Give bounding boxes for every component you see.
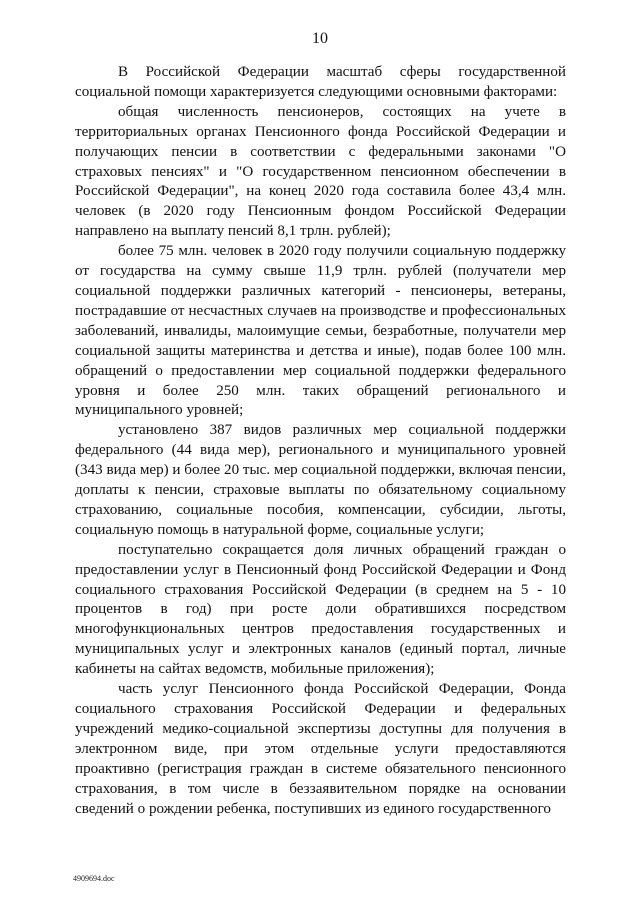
document-body (75, 63, 566, 819)
footer-doc-id: 4909694.doc (73, 874, 115, 883)
paragraph-electronic-services: часть услуг Пенсионного фонда Российской Федерации, Фонда социального страхования Российской Федерации и федеральных учреждений медико-социальной экспертизы доступны для получения в электронном виде, при этом отдельные услуги предоставляются проактивно (регистрация граждан в системе обязательного пенсионного страхования, в том числе в беззаявительном порядке на основании сведений о рождении ребенка, поступивших из единого государственного (75, 681, 566, 817)
paragraph-personal-appeals: поступательно сокращается доля личных обращений граждан о предоставлении услуг в Пенсионный фонд Российской Федерации и Фонд социального страхования Российской Федерации (в среднем на 5 - 10 процентов в год) при росте доли обратившихся посредством многофункциональных центров предоставления государственных и муниципальных услуг и электронных каналов (единый портал, личные кабинеты на сайтах ведомств, мобильные приложения); (75, 541, 566, 678)
paragraph-pensioners: общая численность пенсионеров, состоящих на учете в территориальных органах Пенсионного фонда Российской Федерации и получающих пенсии в соответствии с федеральными законами "О страховых пенсиях" и "О государственном пенсионном обеспечении в Российской Федерации", на конец 2020 года составила более 43,4 млн. человек (в 2020 году Пенсионным фондом Российской Федерации направлено на выплату пенсий 8,1 трлн. рублей); (75, 103, 566, 240)
page-number: 10 (312, 30, 328, 47)
paragraph-intro: В Российской Федерации масштаб сферы государственной социальной помощи характеризуется следующими основными факторами: (75, 64, 566, 100)
paragraph-social-support: более 75 млн. человек в 2020 году получили социальную поддержку от государства на сумму свыше 11,9 трлн. рублей (получатели мер социальной поддержки различных категорий - пенсионеры, ветераны, пострадавшие от несчастных случаев на производстве и профессиональных заболеваний, инвалиды, малоимущие семьи, безработные, получатели мер социальной защиты материнства и детства и иные), подав более 100 млн. обращений о предоставлении мер социальной поддержки федерального уровня и более 250 млн. таких обращений регионального и муниципального уровней; (75, 243, 566, 419)
paragraph-support-measures: установлено 387 видов различных мер социальной поддержки федерального (44 вида мер), регионального и муниципального уровней (343 вида мер) и более 20 тыс. мер социальной поддержки, включая пенсии, доплаты к пенсии, страховые выплаты по обязательному социальному страхованию, социальные пособия, компенсации, субсидии, льготы, социальную помощь в натуральной форме, социальные услуги; (75, 422, 566, 538)
